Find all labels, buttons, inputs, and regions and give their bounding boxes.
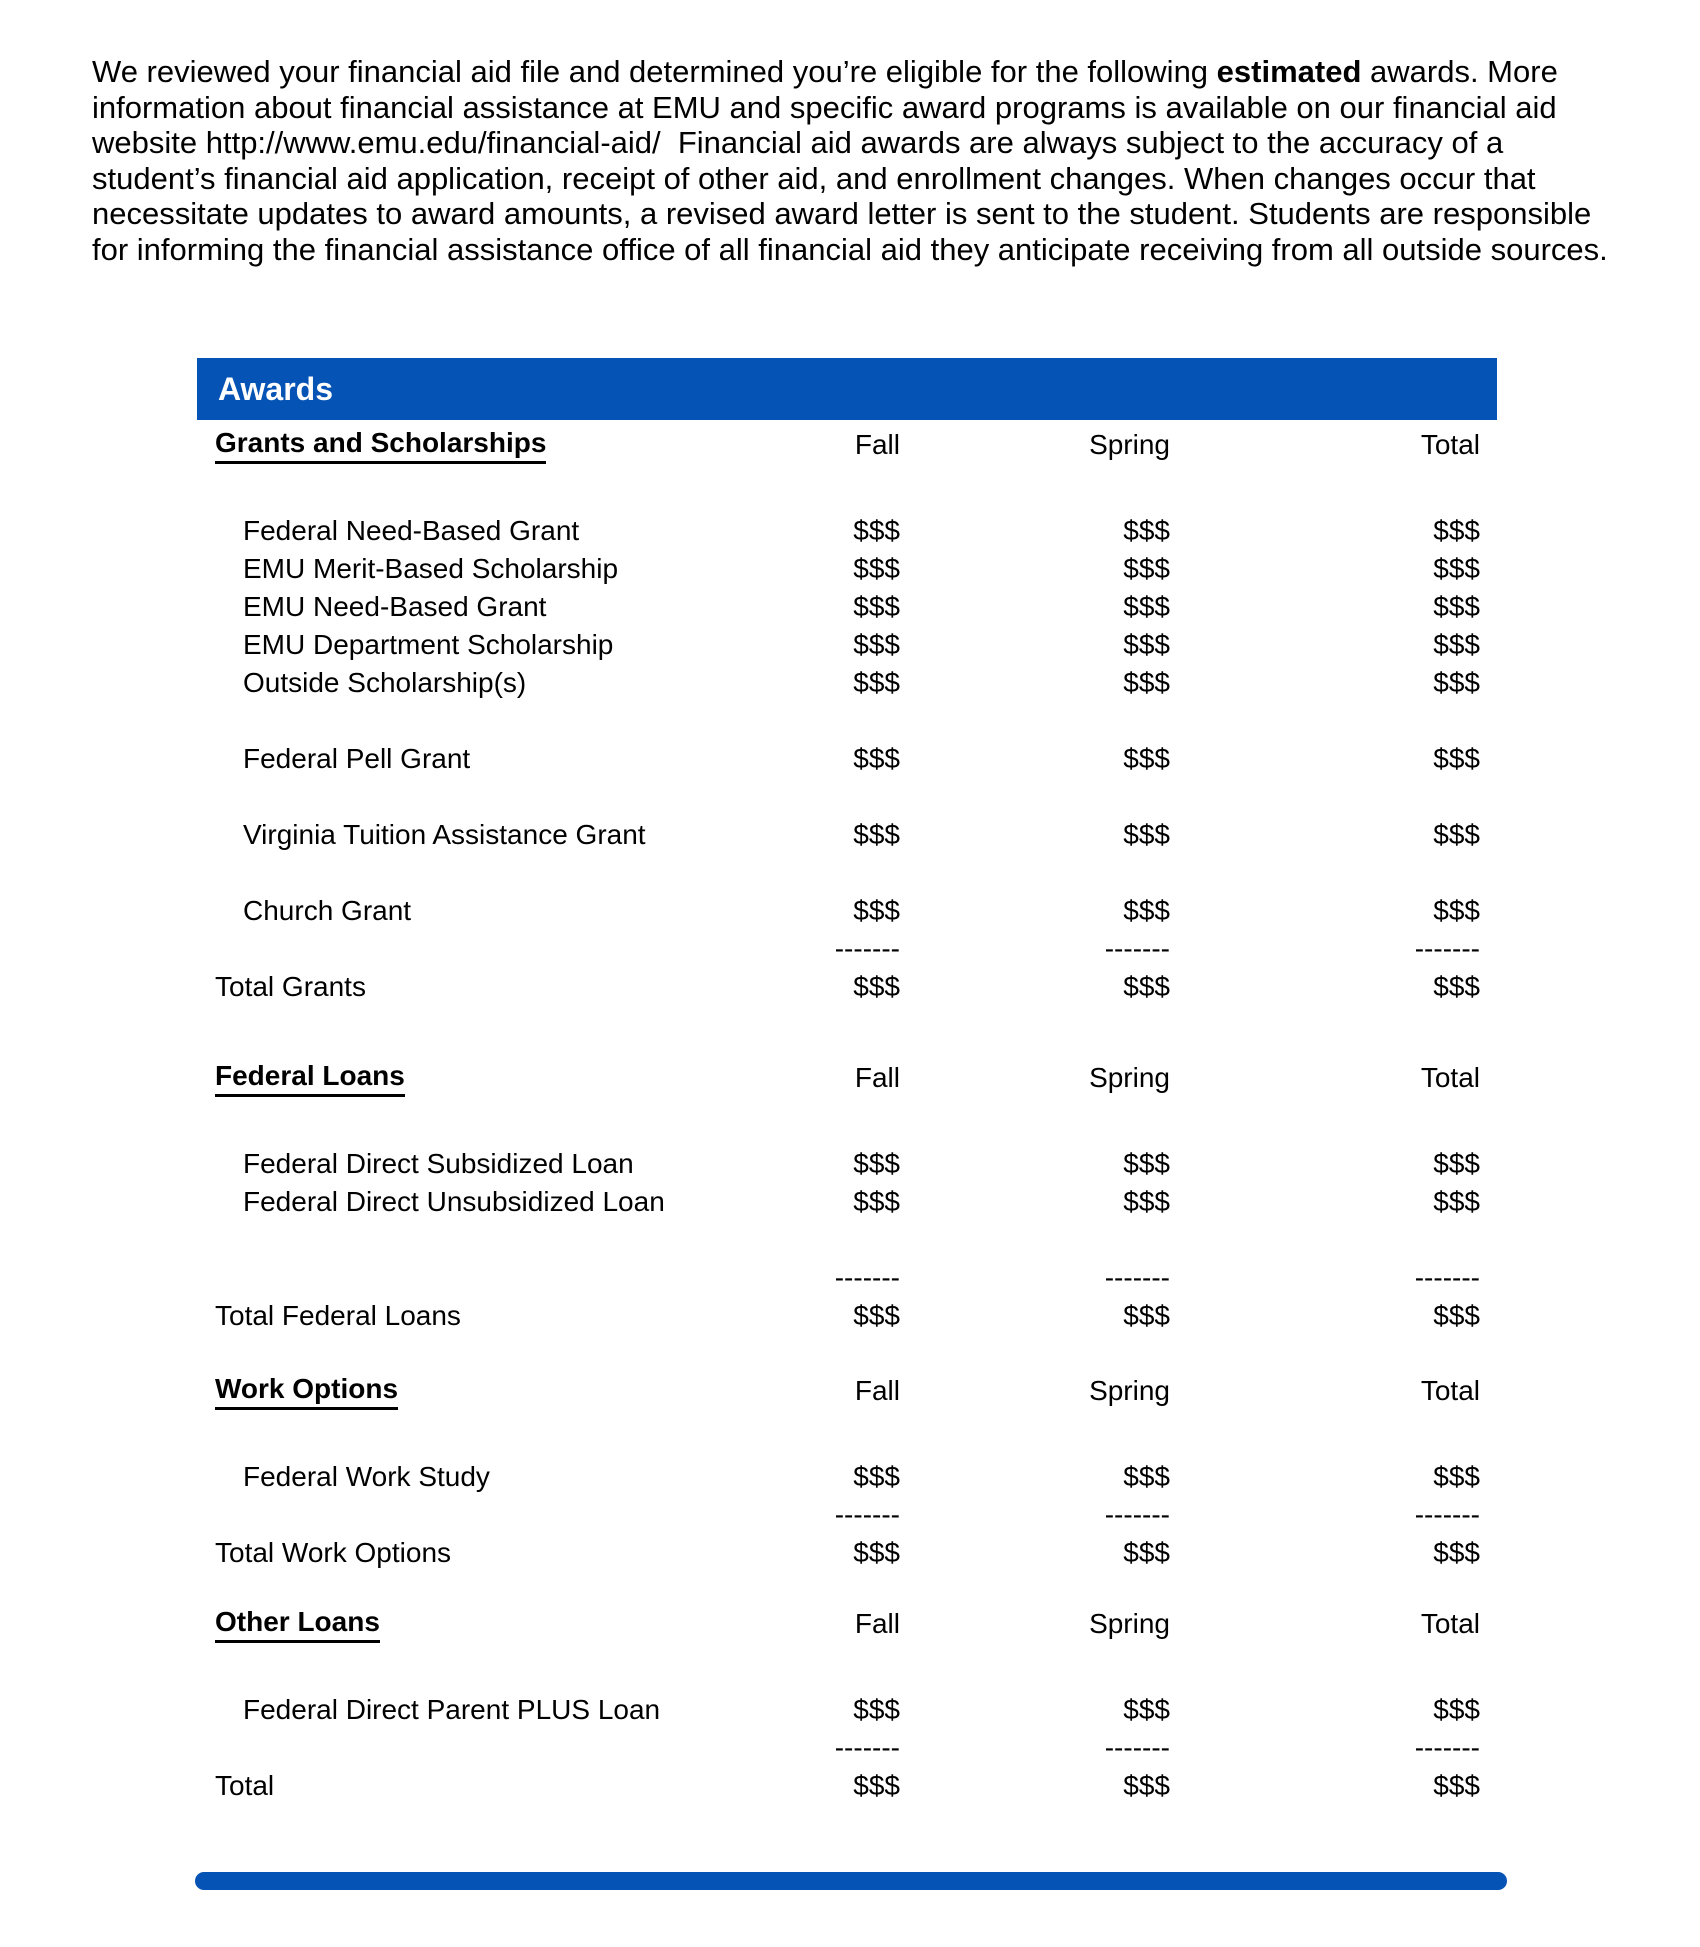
award-value-total: $$$	[1433, 1461, 1480, 1492]
award-row	[197, 1458, 1497, 1496]
spacer-row	[197, 1221, 1497, 1259]
award-label: Virginia Tuition Assistance Grant	[243, 819, 646, 850]
award-value-spring: $$$	[1123, 591, 1170, 622]
separator-dashes: -------	[834, 1732, 900, 1763]
award-row	[197, 550, 1497, 588]
award-value-fall: $$$	[853, 819, 900, 850]
spacer-row	[197, 1107, 1497, 1145]
section-header-row	[197, 1605, 1497, 1643]
separator-row	[197, 1496, 1497, 1534]
award-value-spring: $$$	[1123, 743, 1170, 774]
award-label: Federal Direct Parent PLUS Loan	[243, 1694, 661, 1725]
award-value-total: $$$	[1433, 1694, 1480, 1725]
intro-line-text: awards. More	[1361, 54, 1558, 89]
award-value-spring: $$$	[1123, 515, 1170, 546]
intro-line	[92, 196, 1608, 232]
award-value-fall: $$$	[853, 1537, 900, 1568]
intro-line-text: information about financial assistance at EMU and specific award programs is available on our financial aid	[92, 89, 1557, 125]
award-value-fall: $$$	[853, 895, 900, 926]
column-header-fall: Fall	[854, 1375, 900, 1406]
award-value-total: $$$	[1433, 591, 1480, 622]
award-label: Federal Work Study	[243, 1461, 490, 1492]
column-header-spring: Spring	[1089, 1375, 1170, 1406]
column-header-fall: Fall	[854, 1608, 900, 1639]
column-header-spring: Spring	[1089, 1608, 1170, 1639]
intro-line	[92, 232, 1608, 268]
column-header-total: Total	[1420, 1062, 1480, 1093]
separator-dashes: -------	[1414, 1262, 1480, 1293]
section-header-row	[197, 1059, 1497, 1097]
separator-dashes: -------	[834, 933, 900, 964]
award-value-total: $$$	[1433, 667, 1480, 698]
award-value-total: $$$	[1433, 1537, 1480, 1568]
intro-line-text: for informing the financial assistance office of all financial aid they anticipate receiving from all outside sources.	[92, 231, 1608, 267]
separator-dashes: -------	[1104, 1262, 1170, 1293]
section-header-label-cell	[197, 1606, 740, 1643]
separator-dashes: -------	[1104, 933, 1170, 964]
intro-line-text: necessitate updates to award amounts, a revised award letter is sent to the student. Students are responsible	[92, 196, 1592, 231]
award-value-spring: $$$	[1123, 629, 1170, 660]
award-value-fall: $$$	[853, 591, 900, 622]
award-value-fall: $$$	[853, 743, 900, 774]
award-value-total: $$$	[1433, 1770, 1480, 1801]
award-row	[197, 664, 1497, 702]
award-value-spring: $$$	[1123, 667, 1170, 698]
separator-dashes: -------	[834, 1262, 900, 1293]
separator-dashes: -------	[1414, 1732, 1480, 1763]
award-value-fall: $$$	[853, 629, 900, 660]
spacer-row	[197, 1420, 1497, 1458]
award-value-fall: $$$	[853, 1186, 900, 1217]
spacer-row	[197, 1653, 1497, 1691]
section-title: Other Loans	[215, 1606, 380, 1643]
section-header-label-cell	[197, 1060, 740, 1097]
award-value-spring: $$$	[1123, 1770, 1170, 1801]
award-value-spring: $$$	[1123, 819, 1170, 850]
award-row	[197, 1145, 1497, 1183]
section-other-loans	[197, 1605, 1497, 1805]
section-title: Federal Loans	[215, 1060, 405, 1097]
section-header-row	[197, 426, 1497, 464]
award-value-total: $$$	[1433, 1300, 1480, 1331]
award-row	[197, 1691, 1497, 1729]
section-header-label-cell	[197, 427, 740, 464]
spacer-row	[197, 474, 1497, 512]
award-value-fall: $$$	[853, 1300, 900, 1331]
intro-line-text: We reviewed your financial aid file and determined you’re eligible for the following	[92, 54, 1217, 89]
intro-line-text: student’s financial aid application, receipt of other aid, and enrollment changes. When changes occur that	[92, 160, 1536, 196]
award-value-fall: $$$	[853, 667, 900, 698]
spacer-row	[197, 702, 1497, 740]
award-row	[197, 892, 1497, 930]
award-row	[197, 740, 1497, 778]
award-value-fall: $$$	[853, 553, 900, 584]
award-label: Federal Need-Based Grant	[243, 515, 580, 546]
section-work-options	[197, 1372, 1497, 1572]
award-value-total: $$$	[1433, 895, 1480, 926]
total-row	[197, 968, 1497, 1006]
award-value-total: $$$	[1433, 1186, 1480, 1217]
award-row	[197, 626, 1497, 664]
award-value-fall: $$$	[853, 1461, 900, 1492]
column-header-total: Total	[1420, 1608, 1480, 1639]
award-value-spring: $$$	[1123, 895, 1170, 926]
section-header-label-cell	[197, 1373, 740, 1410]
spacer-row	[197, 854, 1497, 892]
intro-line-text: website http://www.emu.edu/financial-aid/ Financial aid awards are always subject to the accuracy of a	[92, 125, 1504, 160]
award-label: Total Work Options	[215, 1537, 452, 1568]
award-row	[197, 1183, 1497, 1221]
bottom-accent-bar	[195, 1872, 1507, 1890]
award-value-total: $$$	[1433, 515, 1480, 546]
separator-dashes: -------	[1104, 1499, 1170, 1530]
section-federal-loans	[197, 1059, 1497, 1335]
section-grants-and-scholarships	[197, 426, 1497, 1006]
award-label: Total Federal Loans	[215, 1300, 461, 1331]
separator-dashes: -------	[1414, 1499, 1480, 1530]
separator-dashes: -------	[1104, 1732, 1170, 1763]
intro-bold-word: estimated	[1216, 54, 1362, 89]
award-value-spring: $$$	[1123, 1537, 1170, 1568]
award-row	[197, 588, 1497, 626]
award-value-fall: $$$	[853, 1694, 900, 1725]
column-header-spring: Spring	[1089, 1062, 1170, 1093]
awards-panel-title: Awards	[218, 370, 334, 407]
award-value-spring: $$$	[1123, 1148, 1170, 1179]
column-header-total: Total	[1420, 1375, 1480, 1406]
separator-dashes: -------	[1414, 933, 1480, 964]
total-row	[197, 1297, 1497, 1335]
column-header-fall: Fall	[854, 1062, 900, 1093]
awards-panel	[197, 358, 1497, 1805]
award-label: EMU Need-Based Grant	[243, 591, 547, 622]
separator-dashes: -------	[834, 1499, 900, 1530]
awards-panel-header	[197, 358, 1497, 420]
award-label: EMU Department Scholarship	[243, 629, 614, 660]
award-label: Total	[215, 1770, 275, 1801]
award-label: Federal Direct Unsubsidized Loan	[243, 1186, 665, 1217]
total-row	[197, 1534, 1497, 1572]
separator-row	[197, 1259, 1497, 1297]
award-value-spring: $$$	[1123, 553, 1170, 584]
award-value-total: $$$	[1433, 553, 1480, 584]
award-label: Federal Pell Grant	[243, 743, 471, 774]
award-value-spring: $$$	[1123, 1300, 1170, 1331]
intro-paragraph	[92, 54, 1608, 267]
column-header-fall: Fall	[854, 429, 900, 460]
award-label: EMU Merit-Based Scholarship	[243, 553, 619, 584]
award-value-fall: $$$	[853, 1770, 900, 1801]
separator-row	[197, 1729, 1497, 1767]
column-header-total: Total	[1420, 429, 1480, 460]
award-value-total: $$$	[1433, 971, 1480, 1002]
award-label: Federal Direct Subsidized Loan	[243, 1148, 634, 1179]
awards-table	[197, 420, 1497, 1805]
award-value-total: $$$	[1433, 743, 1480, 774]
section-header-row	[197, 1372, 1497, 1410]
intro-line	[92, 161, 1608, 197]
award-value-spring: $$$	[1123, 1694, 1170, 1725]
award-value-spring: $$$	[1123, 1461, 1170, 1492]
total-row	[197, 1767, 1497, 1805]
award-value-fall: $$$	[853, 971, 900, 1002]
section-title: Grants and Scholarships	[215, 427, 546, 464]
award-label: Total Grants	[215, 971, 366, 1002]
intro-line	[92, 54, 1608, 90]
intro-line	[92, 125, 1608, 161]
award-value-total: $$$	[1433, 629, 1480, 660]
award-value-total: $$$	[1433, 819, 1480, 850]
award-row	[197, 512, 1497, 550]
award-label: Church Grant	[243, 895, 412, 926]
award-label: Outside Scholarship(s)	[243, 667, 527, 698]
award-value-fall: $$$	[853, 1148, 900, 1179]
award-value-fall: $$$	[853, 515, 900, 546]
award-value-total: $$$	[1433, 1148, 1480, 1179]
column-header-spring: Spring	[1089, 429, 1170, 460]
section-title: Work Options	[215, 1373, 398, 1410]
award-value-spring: $$$	[1123, 971, 1170, 1002]
spacer-row	[197, 778, 1497, 816]
award-value-spring: $$$	[1123, 1186, 1170, 1217]
separator-row	[197, 930, 1497, 968]
intro-line	[92, 90, 1608, 126]
award-row	[197, 816, 1497, 854]
